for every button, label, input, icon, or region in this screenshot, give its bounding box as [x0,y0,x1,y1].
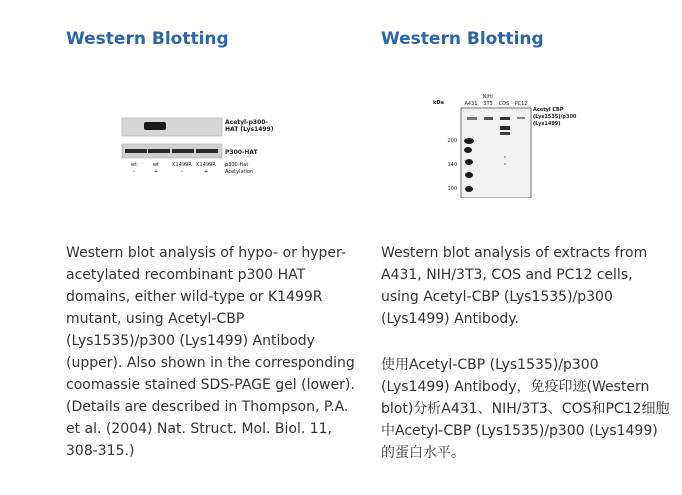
gel-band [196,149,218,153]
right-caption-zh: 使用Acetyl-CBP (Lys1535)/p300 (Lys1499) Antibody，免疫印迹(Western blot)分析A431、NIH/3T3、COS和PC12细胞中Acetyl-CBP (Lys1535)/p300 (Lys1499)的蛋白水平。 [381,357,670,461]
target-label-2: (Lys1535)/p300 [533,114,577,120]
kda-label: kDa [433,100,444,106]
ladder-band [464,138,474,144]
upper-blot-label-1: Acetyl-p300- [225,119,268,126]
lower-gel-label: P300-HAT [225,149,258,156]
acetylation-mark: – [180,169,184,175]
row-label-1: p300-Hat [225,162,249,168]
sample-band [517,117,525,119]
acetylation-mark: + [153,169,159,175]
acetylation-mark: – [132,169,136,175]
sample-band [500,126,510,130]
row-label-2: Acetylation [225,169,254,175]
upper-blot-band [144,122,166,130]
lane-header-sub: 3T3 [483,101,493,107]
target-label-1: Acetyl CBP [533,107,564,113]
lane-label: K1499R [172,162,192,168]
lane-label: wt [152,162,160,168]
sample-band [500,117,510,120]
right-heading: Western Blotting [381,29,544,49]
gel-band [172,149,194,153]
ladder-band [465,186,473,192]
faint-spot [504,156,506,158]
ladder-band [465,159,473,165]
left-caption: Western blot analysis of hypo- or hyper-acetylated recombinant p300 HAT domains, either wild-type or K1499R mutant, using Acetyl-CBP (Lys1535)/p300 (Lys1499) Antibody (upper). Also shown in the corresponding coomassie stained SDS-PAGE gel (lower). (Details are described in Thompson, P.A. et al. (2004) Nat. Struct. Mol. Biol. 11, 308-315.) [66,245,355,459]
right-column [381,0,681,495]
upper-blot-label-2: HAT (Lys1499) [225,126,274,133]
ladder-band [464,147,472,153]
left-column [66,0,366,495]
marker-label: 100 [447,186,457,192]
sample-band [467,117,477,120]
faint-spot [504,163,506,165]
target-label-3: (Lys1499) [533,121,561,127]
lane-label: K1499R [196,162,216,168]
lane-header: NIH/ [482,94,494,100]
acetylation-mark: + [203,169,209,175]
marker-label: 200 [447,138,457,144]
upper-blot-panel [122,118,222,136]
ladder-band [465,172,473,178]
blot-membrane [461,108,531,198]
gel-band [125,149,147,153]
sample-band [484,117,493,120]
right-caption-en: Western blot analysis of extracts from A431, NIH/3T3, COS and PC12 cells, using Acetyl-CBP (Lys1535)/p300 (Lys1499) Antibody. [381,245,648,327]
gel-band [148,149,170,153]
right-blot-image [431,90,601,198]
marker-label: 140 [447,162,457,168]
left-blot-image [116,112,286,180]
lane-header: PC12 [514,101,528,107]
left-heading: Western Blotting [66,29,229,49]
sample-band [500,132,510,135]
lane-header: A431 [464,101,478,107]
lane-header: COS [498,101,510,107]
lane-label: wt [130,162,138,168]
